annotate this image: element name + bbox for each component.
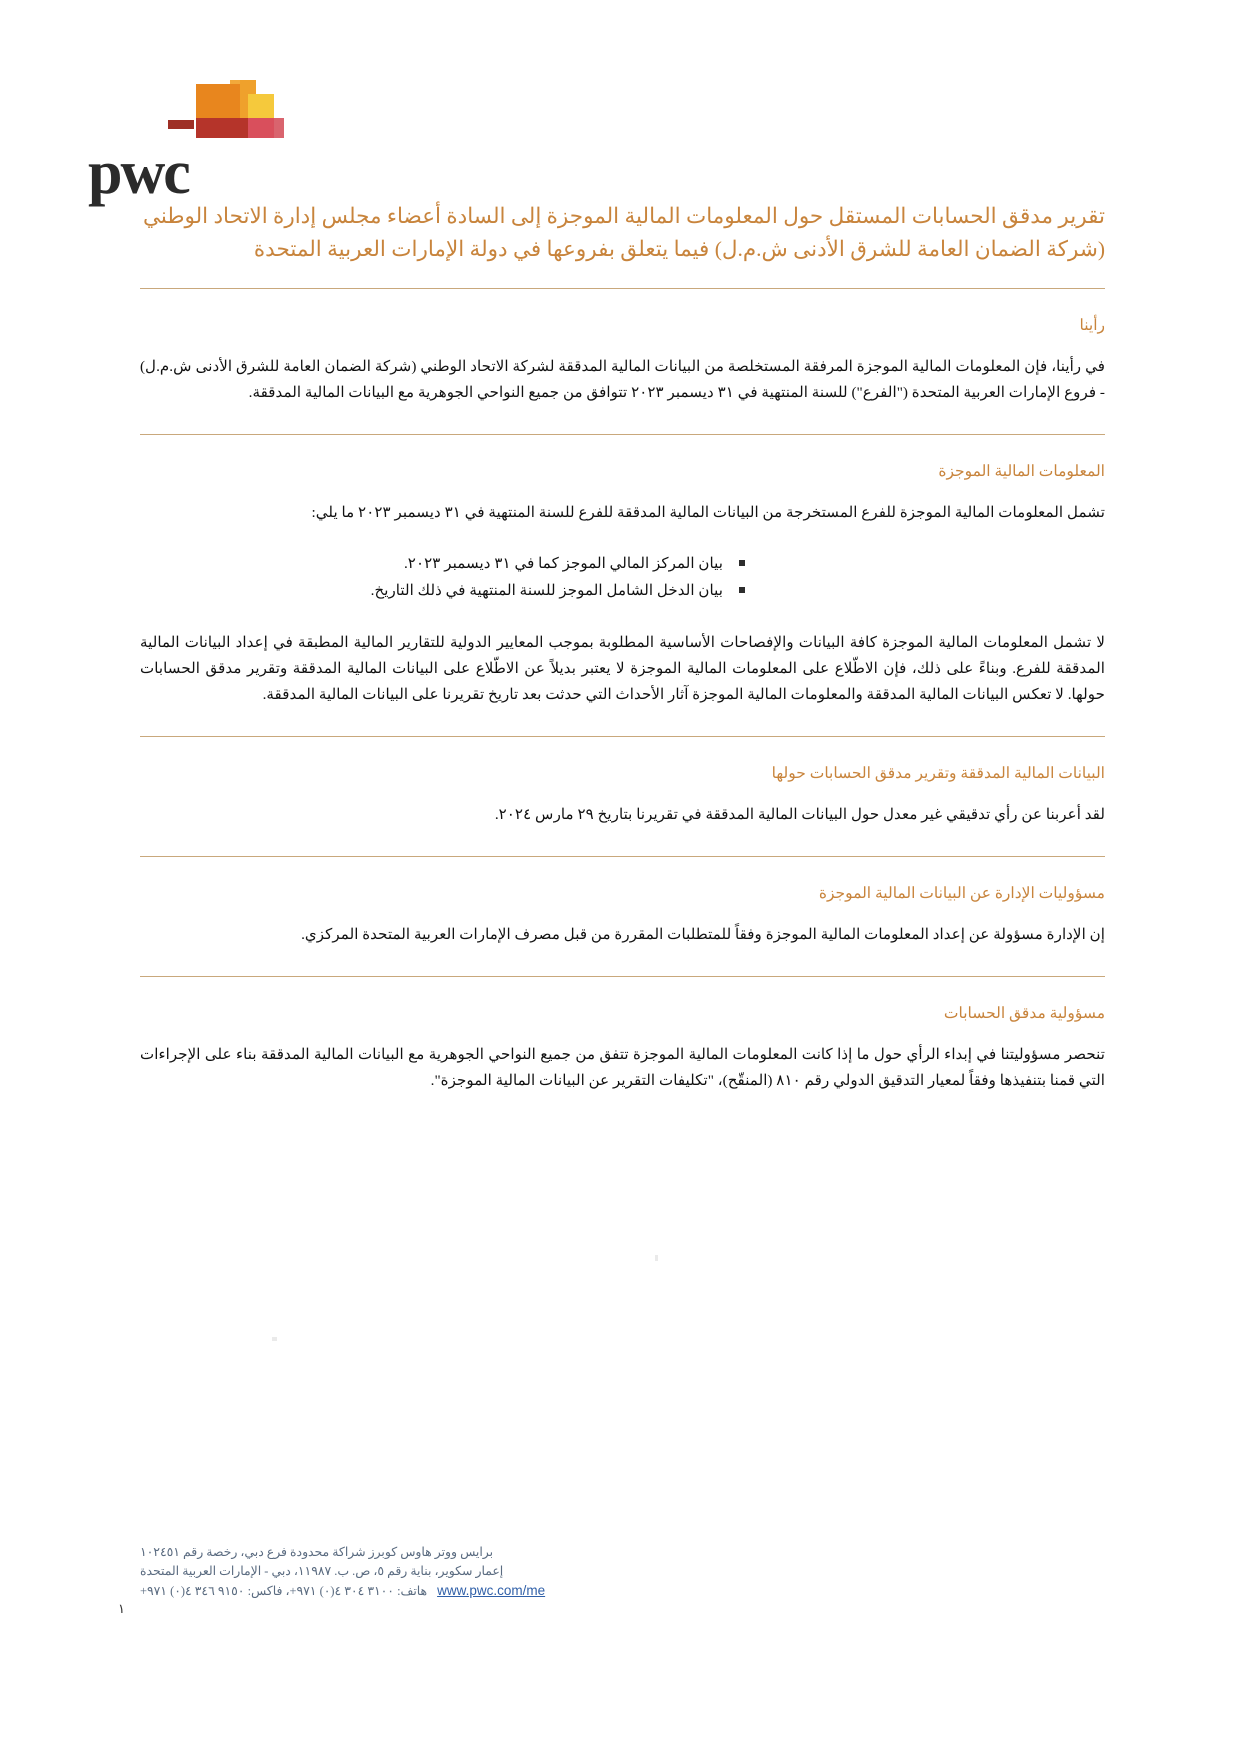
section-paragraph-auditor-responsibility: تنحصر مسؤوليتنا في إبداء الرأي حول ما إذا كانت المعلومات المالية الموجزة تتفق من جميع النواحي الجوهرية مع البيانات المالية المدققة بناء على الإجراءات التي قمنا بتنفيذها وفقاً لمعيار التدقيق الدولي رقم ٨١٠ (المنقّح)، "تكليفات التقرير عن البيانات المالية الموجزة". bbox=[140, 1046, 1105, 1089]
square-bullet-icon bbox=[739, 587, 745, 593]
section-paragraph-management-responsibility: إن الإدارة مسؤولة عن إعداد المعلومات المالية الموجزة وفقاً للمتطلبات المقررة من قبل مصرف الإمارات العربية المتحدة المركزي. bbox=[301, 926, 1105, 943]
section-heading-audited-financial-statements: البيانات المالية المدققة وتقرير مدقق الحسابات حولها bbox=[771, 765, 1105, 782]
section-heading-management-responsibility: مسؤوليات الإدارة عن البيانات المالية الموجزة bbox=[818, 885, 1105, 902]
section-heading-auditor-responsibility: مسؤولية مدقق الحسابات bbox=[943, 1005, 1105, 1022]
page-number: ١ bbox=[118, 1601, 125, 1616]
pwc-wordmark: pwc bbox=[88, 139, 189, 207]
summary-items-list bbox=[140, 550, 1105, 604]
list-item-label: بيان المركز المالي الموجز كما في ٣١ ديسمبر ٢٠٢٣. bbox=[404, 555, 723, 572]
section-heading-summary-financial-information: المعلومات المالية الموجزة bbox=[938, 463, 1105, 480]
scan-artifact bbox=[655, 1255, 658, 1261]
divider-rule bbox=[140, 736, 1105, 737]
divider-rule bbox=[140, 434, 1105, 435]
list-item bbox=[140, 577, 745, 604]
list-item-label: بيان الدخل الشامل الموجز للسنة المنتهية في ذلك التاريخ. bbox=[370, 582, 723, 599]
divider-rule bbox=[140, 856, 1105, 857]
section-paragraph-opinion: في رأينا، فإن المعلومات المالية الموجزة المرفقة المستخلصة من البيانات المالية المدققة لشركة الاتحاد الوطني (شركة الضمان العامة للشرق الأدنى ش.م.ل) - فروع الإمارات العربية المتحدة ("الفرع") للسنة المنتهية في ٣١ ديسمبر ٢٠٢٣ تتوافق من جميع النواحي الجوهرية مع البيانات المالية المدققة. bbox=[140, 358, 1105, 401]
page-footer bbox=[140, 1543, 1105, 1601]
square-bullet-icon bbox=[739, 560, 745, 566]
footer-address-line: إعمار سكوير، بناية رقم ٥، ص. ب. ١١٩٨٧، دبي - الإمارات العربية المتحدة bbox=[140, 1564, 504, 1578]
scan-artifact bbox=[272, 1337, 277, 1341]
footer-phone-line: هاتف: ٣١٠٠ ٣٠٤ ٤(٠) ٩٧١+، فاكس: ٩١٥٠ ٣٤٦ ٤(٠) ٩٧١+ bbox=[140, 1584, 428, 1598]
report-content bbox=[140, 0, 1105, 1094]
divider-rule bbox=[140, 976, 1105, 977]
divider-rule bbox=[140, 288, 1105, 289]
section-paragraph-summary-intro: تشمل المعلومات المالية الموجزة للفرع المستخرجة من البيانات المالية المدققة للفرع للسنة المنتهية في ٣١ ديسمبر ٢٠٢٣ ما يلي: bbox=[311, 504, 1105, 521]
page-title: تقرير مدقق الحسابات المستقل حول المعلومات المالية الموجزة إلى السادة أعضاء مجلس إدارة الاتحاد الوطني (شركة الضمان العامة للشرق الأدنى ش.م.ل) فيما يتعلق بفروعها في دولة الإمارات العربية المتحدة bbox=[142, 204, 1105, 261]
section-heading-opinion: رأينا bbox=[1079, 317, 1105, 334]
footer-entity-line: برايس ووتر هاوس كوبرز شراكة محدودة فرع دبي، رخصة رقم ١٠٢٤٥١ bbox=[140, 1545, 494, 1559]
footer-contact-row bbox=[140, 1581, 1105, 1601]
section-paragraph-audited-financial-statements: لقد أعربنا عن رأي تدقيقي غير معدل حول البيانات المالية المدققة في تقريرنا بتاريخ ٢٩ مارس ٢٠٢٤. bbox=[494, 806, 1105, 823]
footer-website-link[interactable]: www.pwc.com/me bbox=[437, 1583, 546, 1598]
section-paragraph-summary-note: لا تشمل المعلومات المالية الموجزة كافة البيانات والإفصاحات الأساسية المطلوبة بموجب المعايير الدولية للتقارير المالية المطبقة في إعداد البيانات المالية المدققة للفرع. وبناءً على ذلك، فإن الاطّلاع على المعلومات المالية الموجزة لا يعتبر بديلاً عن الاطّلاع على البيانات المالية المدققة وتقرير مدقق الحسابات حولها. لا تعكس البيانات المالية المدققة والمعلومات المالية الموجزة آثار الأحداث التي حدثت بعد تاريخ تقريرنا على البيانات المالية المدققة. bbox=[140, 634, 1105, 703]
list-item bbox=[140, 550, 745, 577]
